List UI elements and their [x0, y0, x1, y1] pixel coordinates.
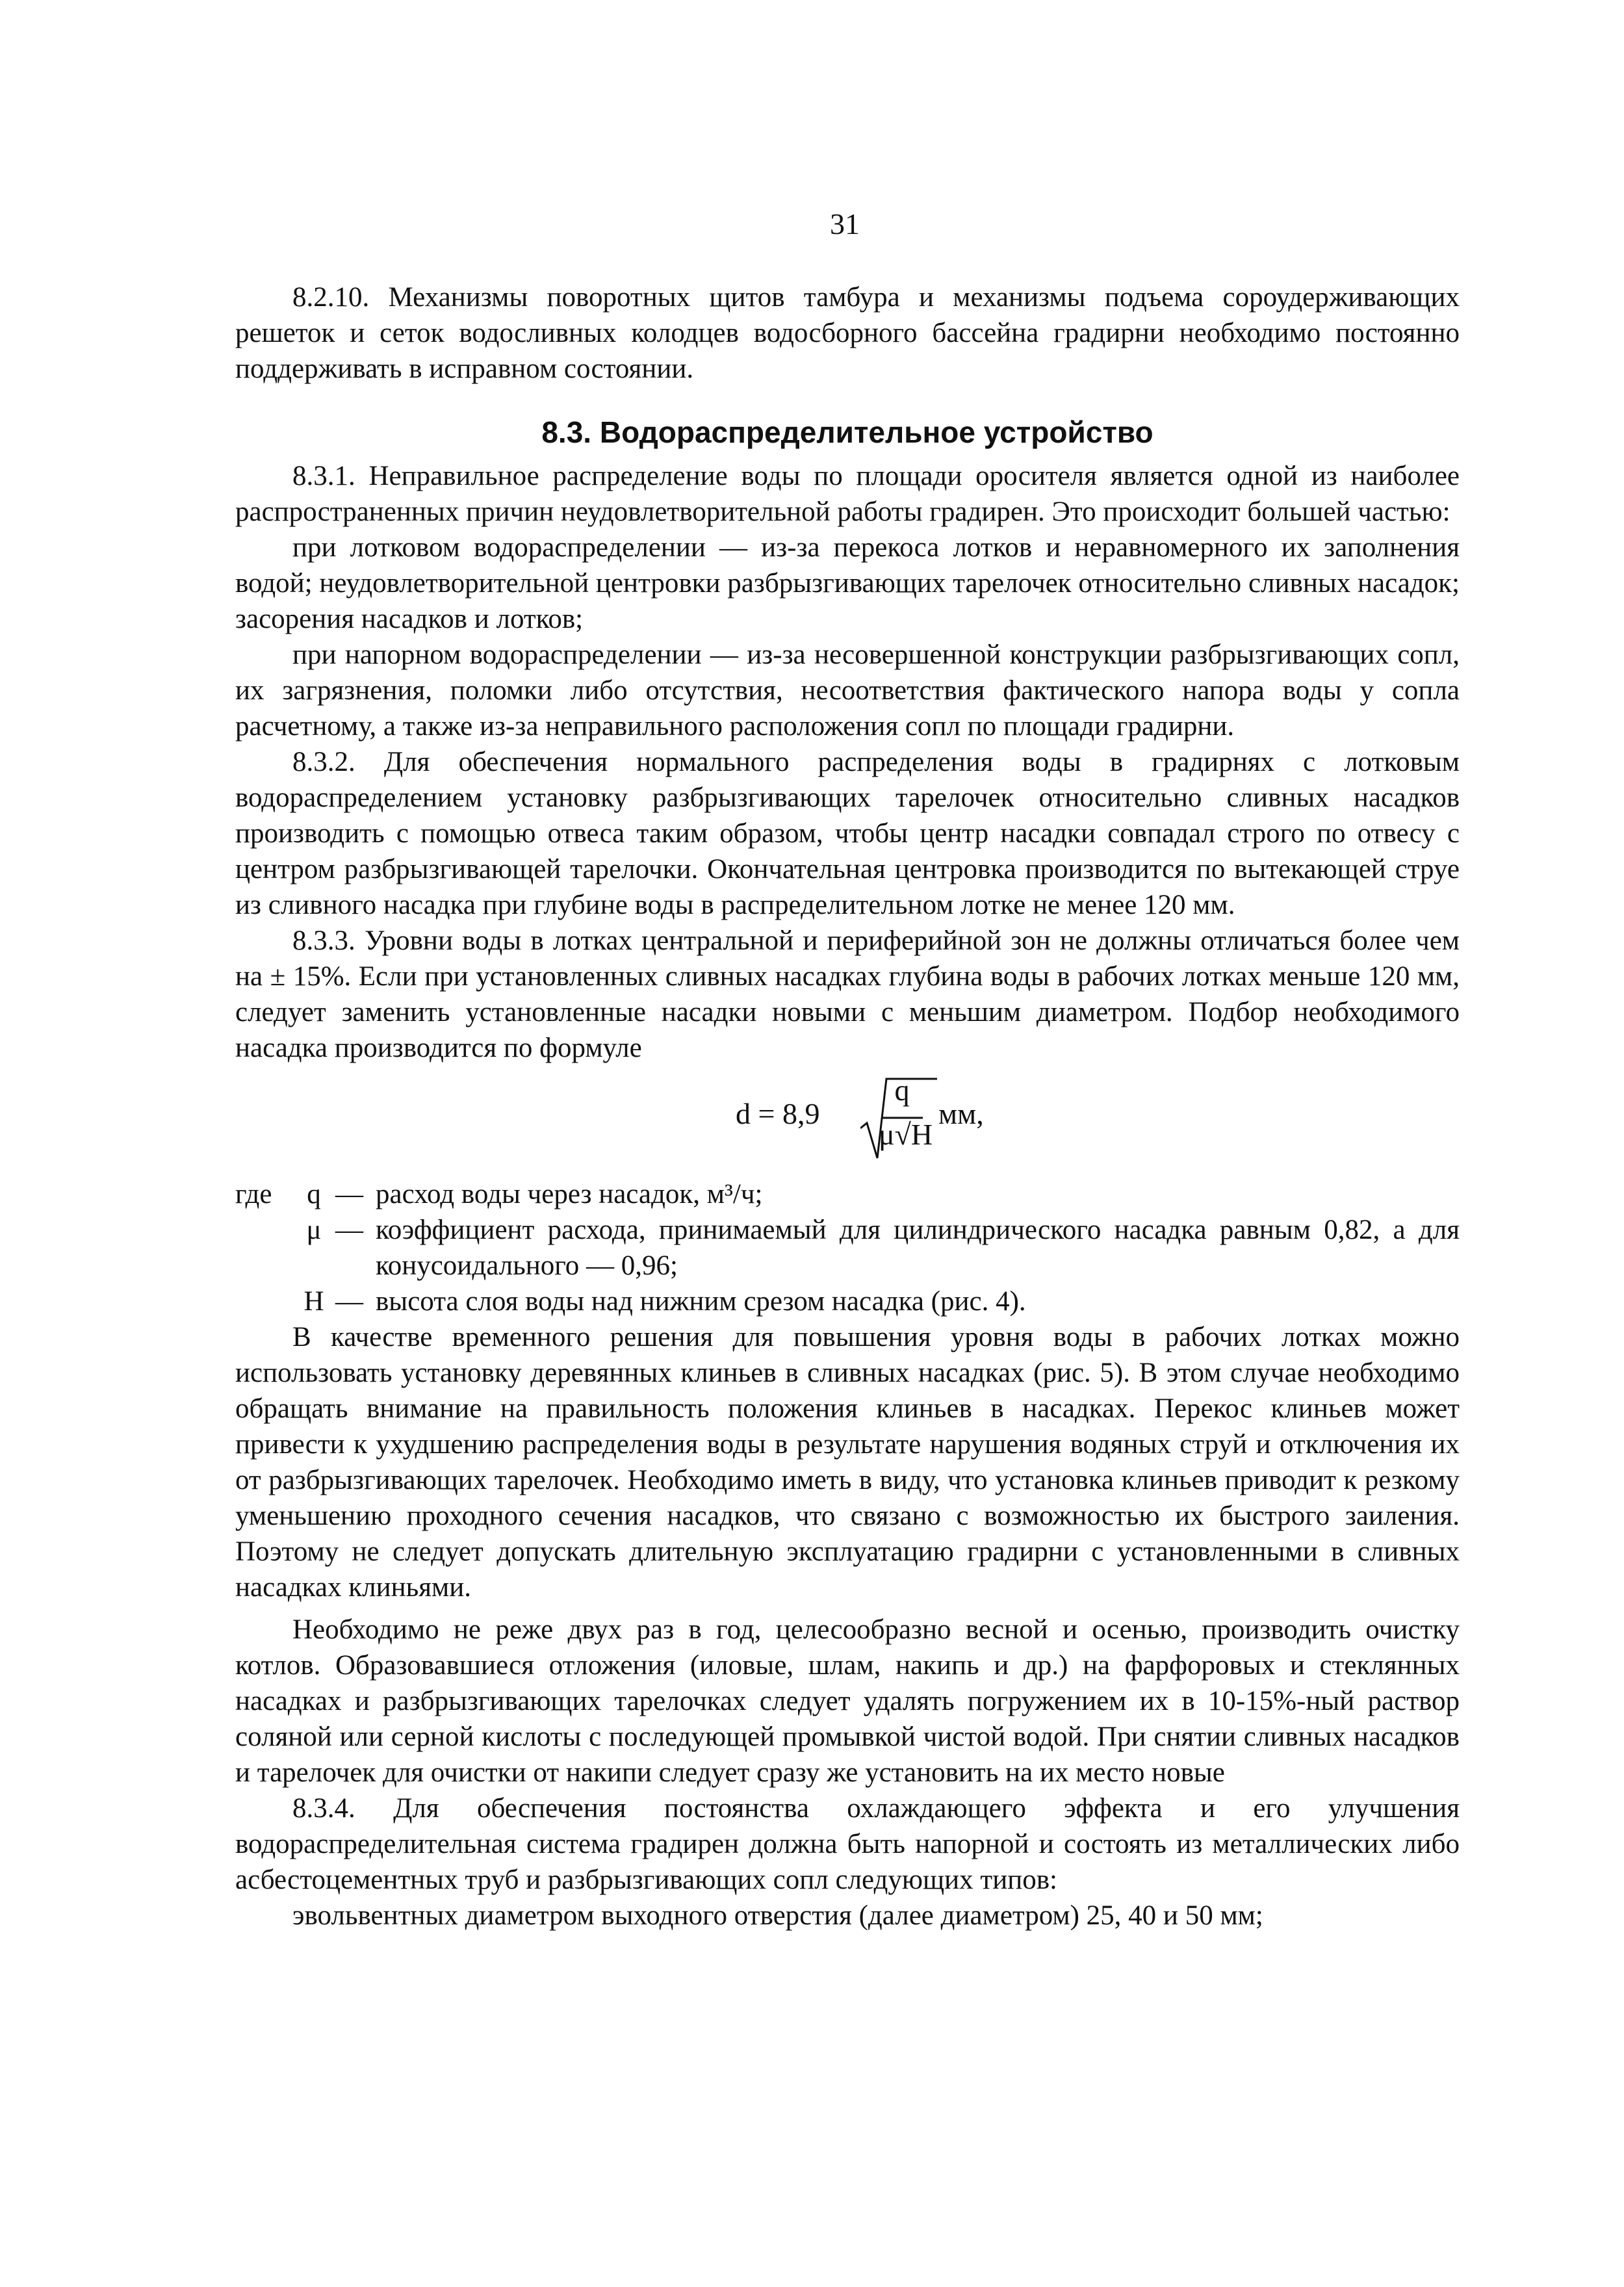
definition-dash: —	[335, 1179, 363, 1209]
paragraph-8-3-3: 8.3.3. Уровни воды в лотках центральной и периферийной зон не должны отличаться более чем на ± 15%. Если при установленных сливных насадках глубина воды в рабочих лотках меньше 120 мм, следует заменить установленные насадки новыми с меньшим диаметром. Подбор необходимого насадка производится по формуле	[235, 925, 1460, 1063]
definition-symbol: q	[307, 1179, 321, 1209]
formula-numerator: q	[894, 1074, 910, 1107]
paragraph-8-3-2: 8.3.2. Для обеспечения нормального распределения воды в градирнях с лотковым водораспределением установку разбрызгивающих тарелочек относительно сливных насадков производить с помощью отвеса таким образом, чтобы центр насадки совпадал строго по отвесу с центром разбрызгивающей тарелочки. Окончательная центровка производится по вытекающей струе из сливного насадка при глубине воды в распределительном лотке не менее 120 мм.	[235, 747, 1460, 920]
definition-where: где	[235, 1179, 272, 1209]
paragraph-8-3-4: 8.3.4. Для обеспечения постоянства охлаждающего эффекта и его улучшения водораспределительная система градирен должна быть напорной и состоять из металлических либо асбестоцементных труб и разбрызгивающих сопл следующих типов:	[235, 1793, 1460, 1895]
nozzle-diameter-formula	[235, 1066, 1460, 1176]
definition-row	[235, 1212, 1460, 1284]
section-title: 8.3. Водораспределительное устройство	[541, 415, 1154, 449]
paragraph-cleaning: Необходимо не реже двух раз в год, целесообразно весной и осенью, производить очистку котлов. Образовавшиеся отложения (иловые, шлам, накипь и др.) на фарфоровых и стеклянных насадках и разбрызгивающих тарелочках следует удалять погружением их в 10-15%-ный раствор соляной или серной кислоты с последующей промывкой чистой водой. При снятии сливных насадков и тарелочек для очистки от накипи следует сразу же установить на их место новые	[235, 1614, 1460, 1788]
definition-dash: —	[335, 1286, 363, 1317]
page-content	[235, 279, 1460, 1933]
formula-unit: мм,	[938, 1097, 984, 1130]
paragraph-8-2-10: 8.2.10. Механизмы поворотных щитов тамбура и механизмы подъема сороудерживающих решеток и сеток водосливных колодцев водосборного бассейна градирни необходимо постоянно поддерживать в исправном состоянии.	[235, 282, 1460, 384]
definition-text: высота слоя воды над нижним срезом насадка (рис. 4).	[376, 1286, 1026, 1317]
paragraph-trough-distribution: при лотковом водораспределении — из-за перекоса лотков и неравномерного их заполнения водой; неудовлетворительной центровки разбрызгивающих тарелочек относительно сливных насадок; засорения насадков и лотков;	[235, 532, 1460, 634]
paragraph-involute-nozzles: эвольвентных диаметром выходного отверстия (далее диаметром) 25, 40 и 50 мм;	[292, 1900, 1263, 1931]
formula-definitions	[235, 1176, 1460, 1319]
definition-row	[235, 1284, 1460, 1319]
definition-row	[235, 1176, 1460, 1212]
paragraph-temporary-solution: В качестве временного решения для повышения уровня воды в рабочих лотках можно использовать установку деревянных клиньев в сливных насадках (рис. 5). В этом случае необходимо обращать внимание на правильность положения клиньев в насадках. Перекос клиньев может привести к ухудшению распределения воды в результате нарушения водяных струй и отключения их от разбрызгивающих тарелочек. Необходимо иметь в виду, что установка клиньев приводит к резкому уменьшению проходного сечения насадков, что связано с возможностью их быстрого заиления. Поэтому не следует допускать длительную эксплуатацию градирни с установленными в сливных насадках клиньями.	[235, 1322, 1460, 1603]
definition-symbol: H	[303, 1286, 324, 1317]
definition-text: коэффициент расхода, принимаемый для цилиндрического насадка равным 0,82, а для конусоидального — 0,96;	[376, 1215, 1460, 1281]
formula-denominator: μ√H	[879, 1118, 933, 1151]
page-number: 31	[830, 207, 860, 240]
formula-lhs: d = 8,9	[736, 1097, 820, 1130]
definition-text: расход воды через насадок, м³/ч;	[376, 1179, 763, 1209]
paragraph-pressure-distribution: при напорном водораспределении — из-за несовершенной конструкции разбрызгивающих сопл, их загрязнения, поломки либо отсутствия, несоответствия фактического напора воды у сопла расчетному, а также из-за неправильного расположения сопл по площади градирни.	[235, 640, 1460, 742]
paragraph-8-3-1: 8.3.1. Неправильное распределение воды по площади оросителя является одной из наиболее распространенных причин неудовлетворительной работы градирен. Это происходит большей частью:	[235, 461, 1460, 527]
definition-dash: —	[335, 1215, 363, 1245]
definition-symbol: μ	[306, 1215, 322, 1245]
